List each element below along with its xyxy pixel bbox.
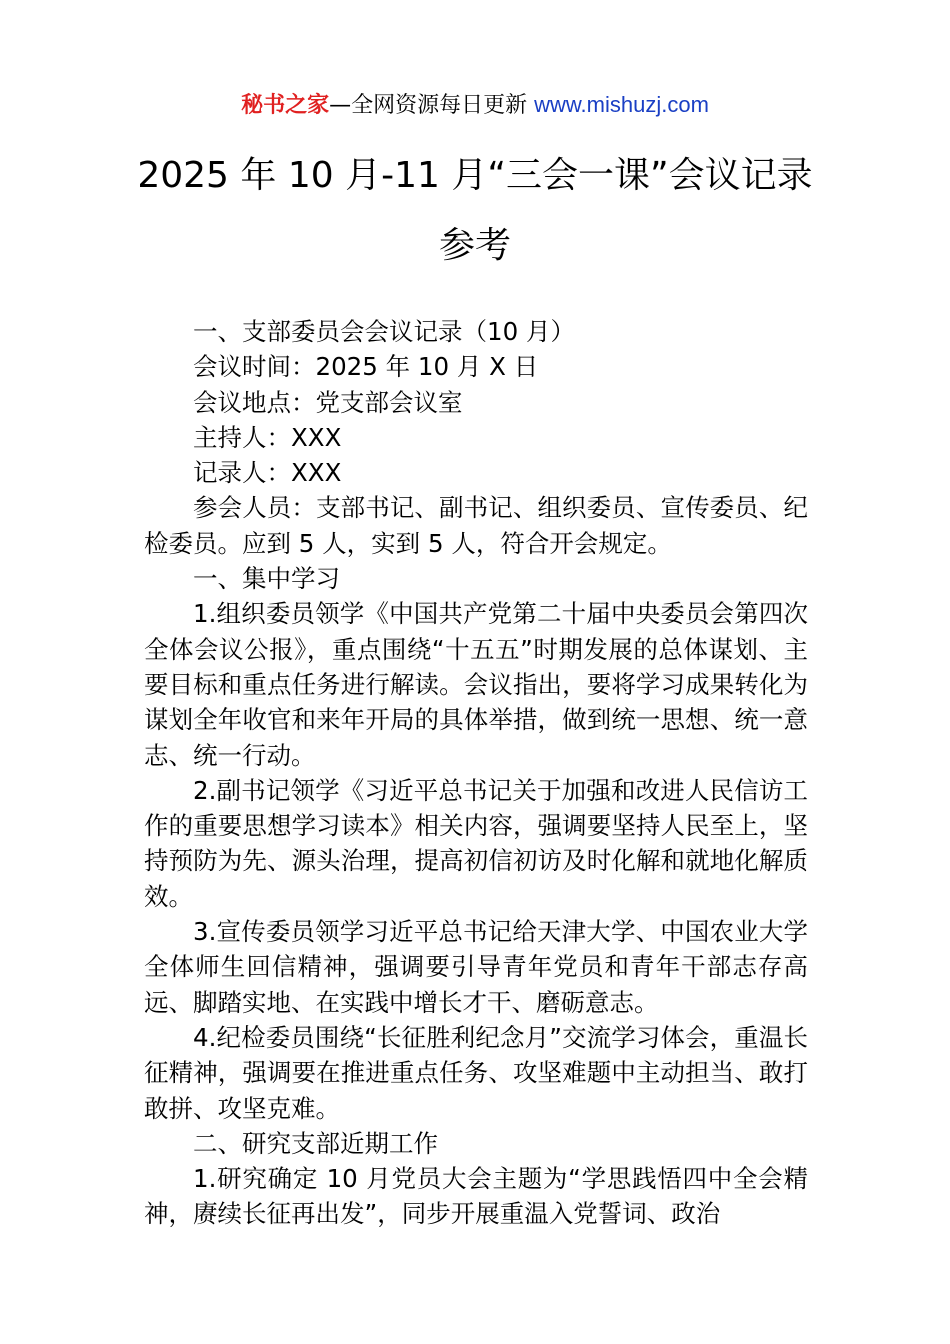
banner-tagline: —全网资源每日更新 (329, 93, 535, 118)
subsection-heading-study: 一、集中学习 (193, 564, 340, 594)
subsection-heading-work: 二、研究支部近期工作 (193, 1128, 438, 1158)
site-banner (0, 88, 950, 123)
document-title-line-2: 参考 (438, 225, 511, 266)
study-item-4: 4.纪检委员围绕“长征胜利纪念月”交流学习体会，重温长征精神，强调要在推进重点任务、攻坚难题中主动担当、敢打敢拼、攻坚克难。 (144, 1022, 808, 1123)
study-item-2: 2.副书记领学《习近平总书记关于加强和改进人民信访工作的重要思想学习读本》相关内容，强调要坚持人民至上，坚持预防为先、源头治理，提高初信初访及时化解和就地化解质效。 (144, 775, 808, 911)
banner-url-link[interactable]: www.mishuzj.com (534, 92, 709, 117)
meeting-time: 会议时间：2025 年 10 月 X 日 (193, 352, 539, 382)
meeting-location: 会议地点：党支部会议室 (193, 387, 463, 417)
meeting-host: 主持人：XXX (193, 422, 342, 452)
document-title-line-1: 2025 年 10 月-11 月“三会一课”会议记录 (137, 155, 813, 196)
study-item-3: 3.宣传委员领学习近平总书记给天津大学、中国农业大学全体师生回信精神，强调要引导青年党员和青年干部志存高远、脚踏实地、在实践中增长才干、磨砺意志。 (144, 917, 808, 1017)
work-item-1: 1.研究确定 10 月党员大会主题为“学思践悟四中全会精神，赓续长征再出发”，同步开展重温入党誓词、政治 (144, 1164, 808, 1229)
section-heading-branch-committee: 一、支部委员会会议记录（10 月） (193, 317, 575, 346)
banner-brand: 秘书之家 (241, 93, 330, 118)
meeting-attendees: 参会人员：支部书记、副书记、组织委员、宣传委员、纪检委员。应到 5 人，实到 5 人，符合开会规定。 (144, 493, 808, 558)
document-body (144, 314, 808, 1232)
study-item-1: 1.组织委员领学《中国共产党第二十届中央委员会第四次全体会议公报》，重点围绕“十五五”时期发展的总体谋划、主要目标和重点任务进行解读。会议指出，要将学习成果转化为谋划全年收官和来年开局的具体举措，做到统一思想、统一意志、统一行动。 (144, 599, 808, 770)
meeting-recorder: 记录人：XXX (193, 458, 342, 488)
